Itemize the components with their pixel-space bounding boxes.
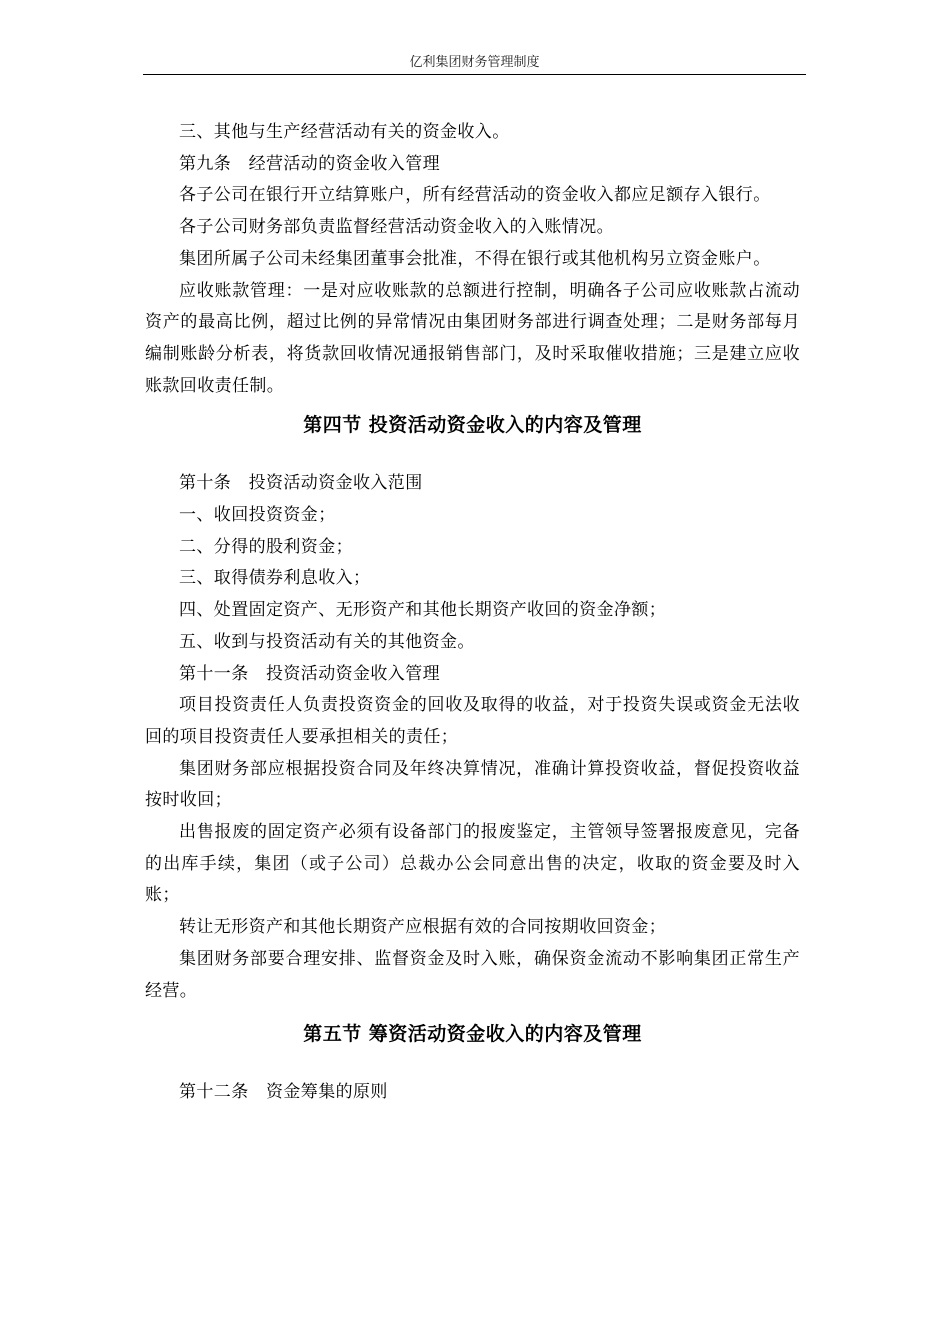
paragraph: 三、其他与生产经营活动有关的资金收入。 [179, 122, 510, 142]
article-heading: 第十条 投资活动资金收入范围 [179, 473, 423, 494]
page-header: 亿利集团财务管理制度 [409, 55, 540, 70]
article-heading: 第九条 经营活动的资金收入管理 [179, 153, 440, 174]
list-item: 五、收到与投资活动有关的其他资金。 [179, 631, 475, 652]
list-item: 二、分得的股利资金； [179, 536, 353, 557]
list-item: 一、收回投资资金； [179, 505, 336, 526]
section-heading: 第五节 筹资活动资金收入的内容及管理 [303, 1023, 642, 1046]
paragraph: 转让无形资产和其他长期资产应根据有效的合同按期收回资金； [179, 917, 667, 938]
list-item: 四、处置固定资产、无形资产和其他长期资产收回的资金净额； [179, 600, 667, 621]
list-item: 三、取得债券利息收入； [179, 568, 371, 589]
paragraph: 项目投资责任人负责投资资金的回收及取得的收益，对于投资失误或资金无法收回的项目投资责任人要承担相关的责任； [145, 695, 800, 747]
document-body [145, 117, 800, 1109]
section-heading: 第四节 投资活动资金收入的内容及管理 [303, 414, 642, 437]
paragraph: 各子公司在银行开立结算账户，所有经营活动的资金收入都应足额存入银行。 [179, 185, 771, 206]
paragraph: 集团财务部应根据投资合同及年终决算情况，准确计算投资收益，督促投资收益按时收回； [145, 758, 800, 811]
article-heading: 第十一条 投资活动资金收入管理 [179, 663, 440, 684]
paragraph: 集团所属子公司未经集团董事会批准，不得在银行或其他机构另立资金账户。 [179, 248, 771, 269]
article-heading: 第十二条 资金筹集的原则 [179, 1082, 388, 1103]
paragraph: 应收账款管理：一是对应收账款的总额进行控制，明确各子公司应收账款占流动资产的最高比例，超过比例的异常情况由集团财务部进行调查处理；二是财务部每月编制账龄分析表，将货款回收情况通报销售部门，及时采取催收措施；三是建立应收账款回收责任制。 [145, 280, 800, 396]
paragraph: 出售报废的固定资产必须有设备部门的报废鉴定，主管领导签署报废意见，完备的出库手续，集团（或子公司）总裁办公会同意出售的决定，收取的资金要及时入账； [145, 822, 800, 906]
header-divider [143, 74, 806, 75]
paragraph: 各子公司财务部负责监督经营活动资金收入的入账情况。 [179, 217, 614, 238]
paragraph: 集团财务部要合理安排、监督资金及时入账，确保资金流动不影响集团正常生产经营。 [145, 948, 800, 1001]
